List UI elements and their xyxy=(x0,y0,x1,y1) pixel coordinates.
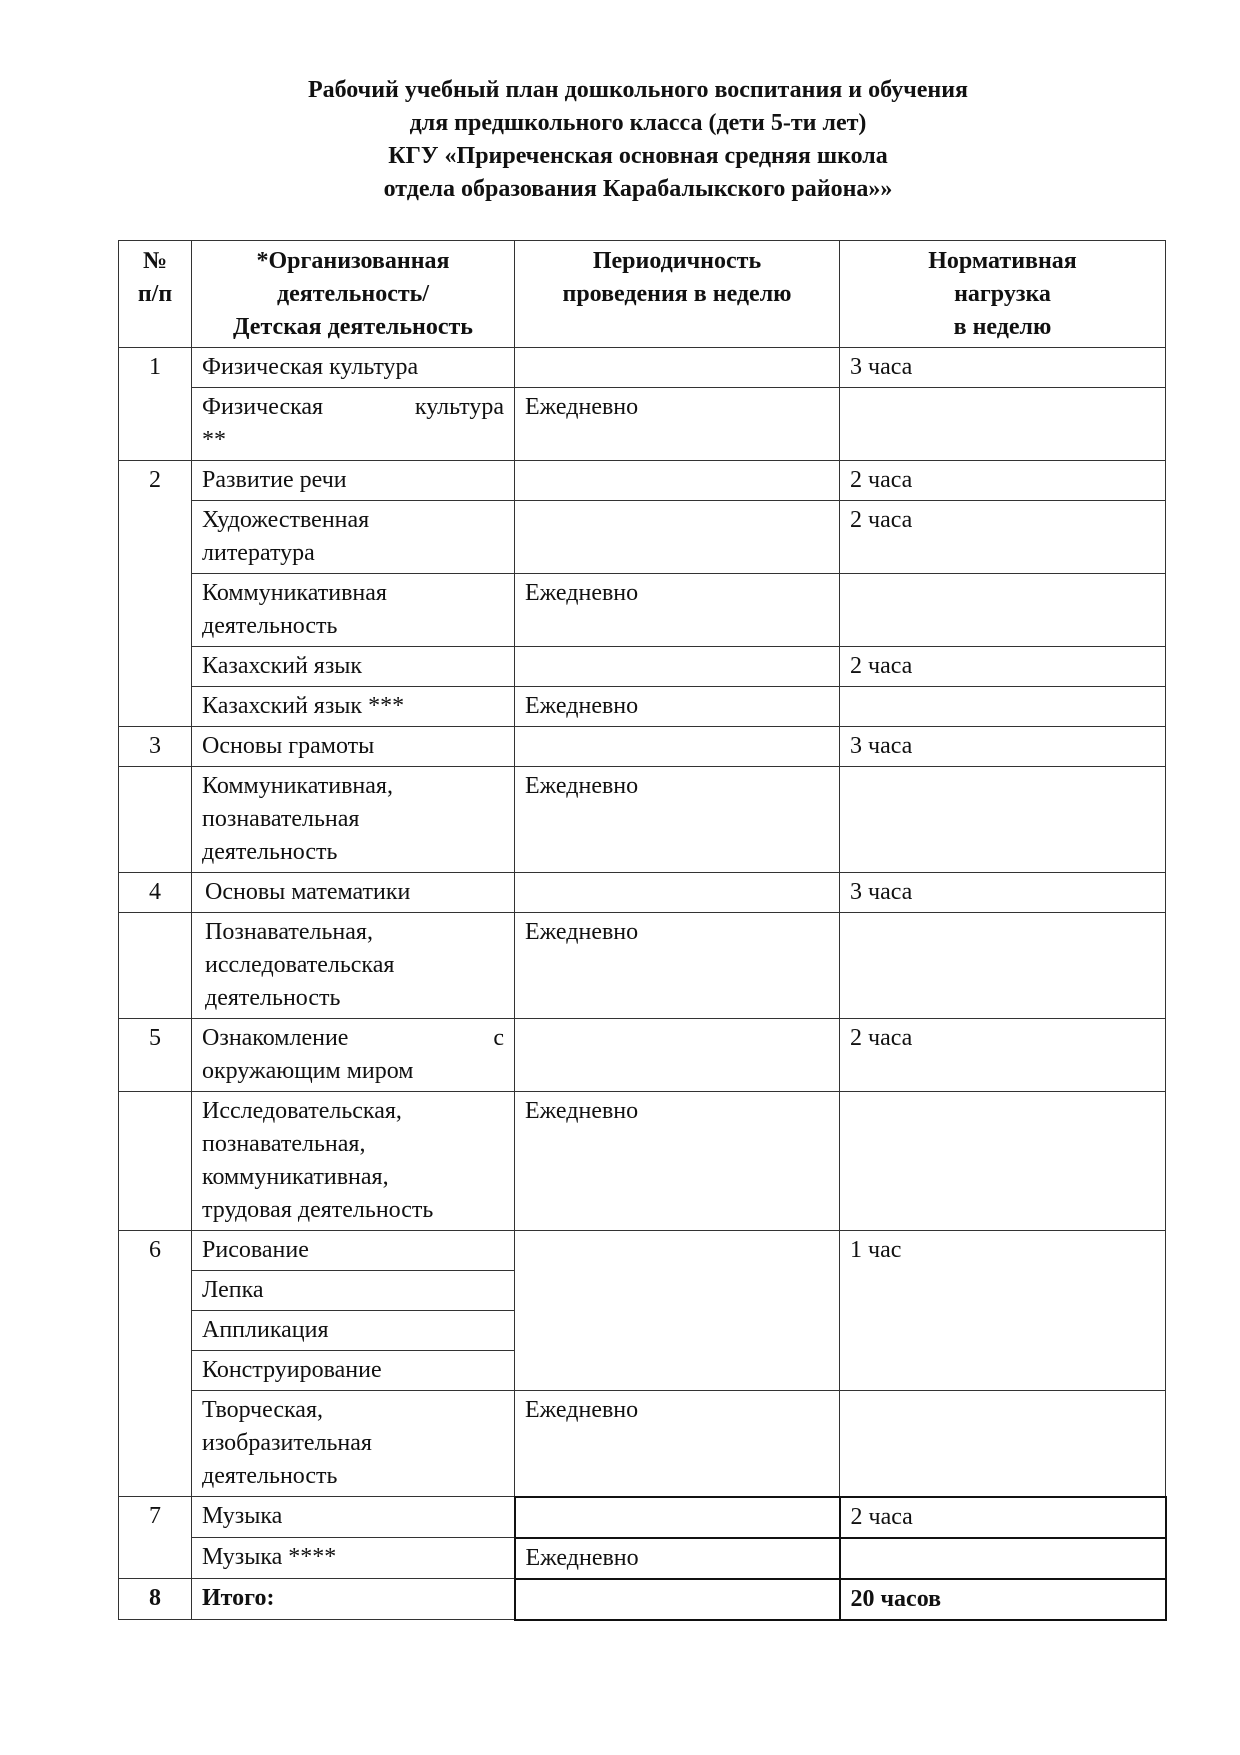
activity-cell: Физическая культура xyxy=(192,348,515,388)
period-cell: Ежедневно xyxy=(515,1538,840,1579)
period-cell: Ежедневно xyxy=(515,913,840,1019)
table-row xyxy=(119,1497,1166,1538)
title-line-3: КГУ «Приреченская основная средняя школа xyxy=(388,143,888,169)
row-number-empty xyxy=(119,913,192,1019)
load-cell xyxy=(840,913,1166,1019)
row-number: 6 xyxy=(119,1231,192,1497)
row-number: 7 xyxy=(119,1497,192,1579)
table-row xyxy=(119,873,1166,913)
load-cell: 3 часа xyxy=(840,727,1166,767)
row-number: 2 xyxy=(119,461,192,727)
row-number: 1 xyxy=(119,348,192,461)
table-row xyxy=(119,461,1166,501)
period-cell xyxy=(515,647,840,687)
row-number-empty xyxy=(119,767,192,873)
total-label: Итого: xyxy=(192,1579,515,1620)
table-row xyxy=(119,913,1166,1019)
activity-cell: Музыка xyxy=(192,1497,515,1538)
load-cell: 3 часа xyxy=(840,873,1166,913)
period-cell xyxy=(515,348,840,388)
curriculum-table xyxy=(118,240,1167,1621)
activity-cell: Развитие речи xyxy=(192,461,515,501)
load-cell: 2 часа xyxy=(840,1019,1166,1092)
activity-cell: Рисование xyxy=(192,1231,515,1271)
period-cell: Ежедневно xyxy=(515,388,840,461)
table-row xyxy=(119,348,1166,388)
load-cell: 2 часа xyxy=(840,501,1166,574)
header-num: № п/п xyxy=(119,241,192,348)
activity-cell: Музыка **** xyxy=(192,1538,515,1579)
load-cell xyxy=(840,767,1166,873)
table-row xyxy=(119,1092,1166,1231)
period-cell: Ежедневно xyxy=(515,1391,840,1497)
period-cell xyxy=(515,1497,840,1538)
table-row xyxy=(119,1019,1166,1092)
table-row xyxy=(119,1391,1166,1497)
activity-cell: Творческая, изобразительная деятельность xyxy=(192,1391,515,1497)
activity-cell: Художественная литература xyxy=(192,501,515,574)
load-cell: 2 часа xyxy=(840,461,1166,501)
load-cell xyxy=(840,1391,1166,1497)
row-number: 8 xyxy=(119,1579,192,1620)
row-number: 5 xyxy=(119,1019,192,1092)
period-cell xyxy=(515,1019,840,1092)
load-cell: 3 часа xyxy=(840,348,1166,388)
activity-cell: Основы грамоты xyxy=(192,727,515,767)
activity-cell: Исследовательская, познавательная, коммуникативная, трудовая деятельность xyxy=(192,1092,515,1231)
table-row xyxy=(119,388,1166,461)
activity-cell: Коммуникативная деятельность xyxy=(192,574,515,647)
title-line-4: отдела образования Карабалыкского района»» xyxy=(383,176,893,202)
activity-cell: Коммуникативная, познавательная деятельность xyxy=(192,767,515,873)
table-row xyxy=(119,647,1166,687)
load-cell xyxy=(840,687,1166,727)
period-cell xyxy=(515,1579,840,1620)
period-cell xyxy=(515,727,840,767)
table-row xyxy=(119,767,1166,873)
activity-cell: Лепка xyxy=(192,1271,515,1311)
activity-cell: Познавательная, исследовательская деятельность xyxy=(192,913,515,1019)
load-cell: 2 часа xyxy=(840,1497,1166,1538)
activity-cell: Казахский язык *** xyxy=(192,687,515,727)
load-cell xyxy=(840,574,1166,647)
load-cell: 2 часа xyxy=(840,647,1166,687)
total-load: 20 часов xyxy=(840,1579,1166,1620)
activity-cell: Ознакомление с окружающим миром xyxy=(192,1019,515,1092)
period-cell xyxy=(515,461,840,501)
title-line-1: Рабочий учебный план дошкольного воспитания и обучения xyxy=(307,77,969,103)
table-row xyxy=(119,687,1166,727)
period-cell: Ежедневно xyxy=(515,1092,840,1231)
total-row xyxy=(119,1579,1166,1620)
title-line-2: для предшкольного класса (дети 5-ти лет) xyxy=(409,110,867,136)
activity-cell: Основы математики xyxy=(192,873,515,913)
row-number: 4 xyxy=(119,873,192,913)
period-cell xyxy=(515,501,840,574)
load-cell xyxy=(840,1538,1166,1579)
period-cell xyxy=(515,873,840,913)
period-cell: Ежедневно xyxy=(515,767,840,873)
activity-cell: Казахский язык xyxy=(192,647,515,687)
header-activity: *Организованная деятельность/ Детская деятельность xyxy=(192,241,515,348)
header-load: Нормативная нагрузка в неделю xyxy=(840,241,1166,348)
load-cell xyxy=(840,388,1166,461)
page-title xyxy=(118,74,1158,206)
load-cell: 1 час xyxy=(840,1231,1166,1391)
table-row xyxy=(119,501,1166,574)
table-row xyxy=(119,1538,1166,1579)
table-row xyxy=(119,1231,1166,1271)
activity-cell: Физическая культура ** xyxy=(192,388,515,461)
load-cell xyxy=(840,1092,1166,1231)
table-row xyxy=(119,574,1166,647)
table-header-row xyxy=(119,241,1166,348)
period-cell: Ежедневно xyxy=(515,574,840,647)
header-period: Периодичность проведения в неделю xyxy=(515,241,840,348)
period-cell xyxy=(515,1231,840,1391)
table-row xyxy=(119,727,1166,767)
activity-cell: Аппликация xyxy=(192,1311,515,1351)
period-cell: Ежедневно xyxy=(515,687,840,727)
row-number-empty xyxy=(119,1092,192,1231)
row-number: 3 xyxy=(119,727,192,767)
activity-cell: Конструирование xyxy=(192,1351,515,1391)
